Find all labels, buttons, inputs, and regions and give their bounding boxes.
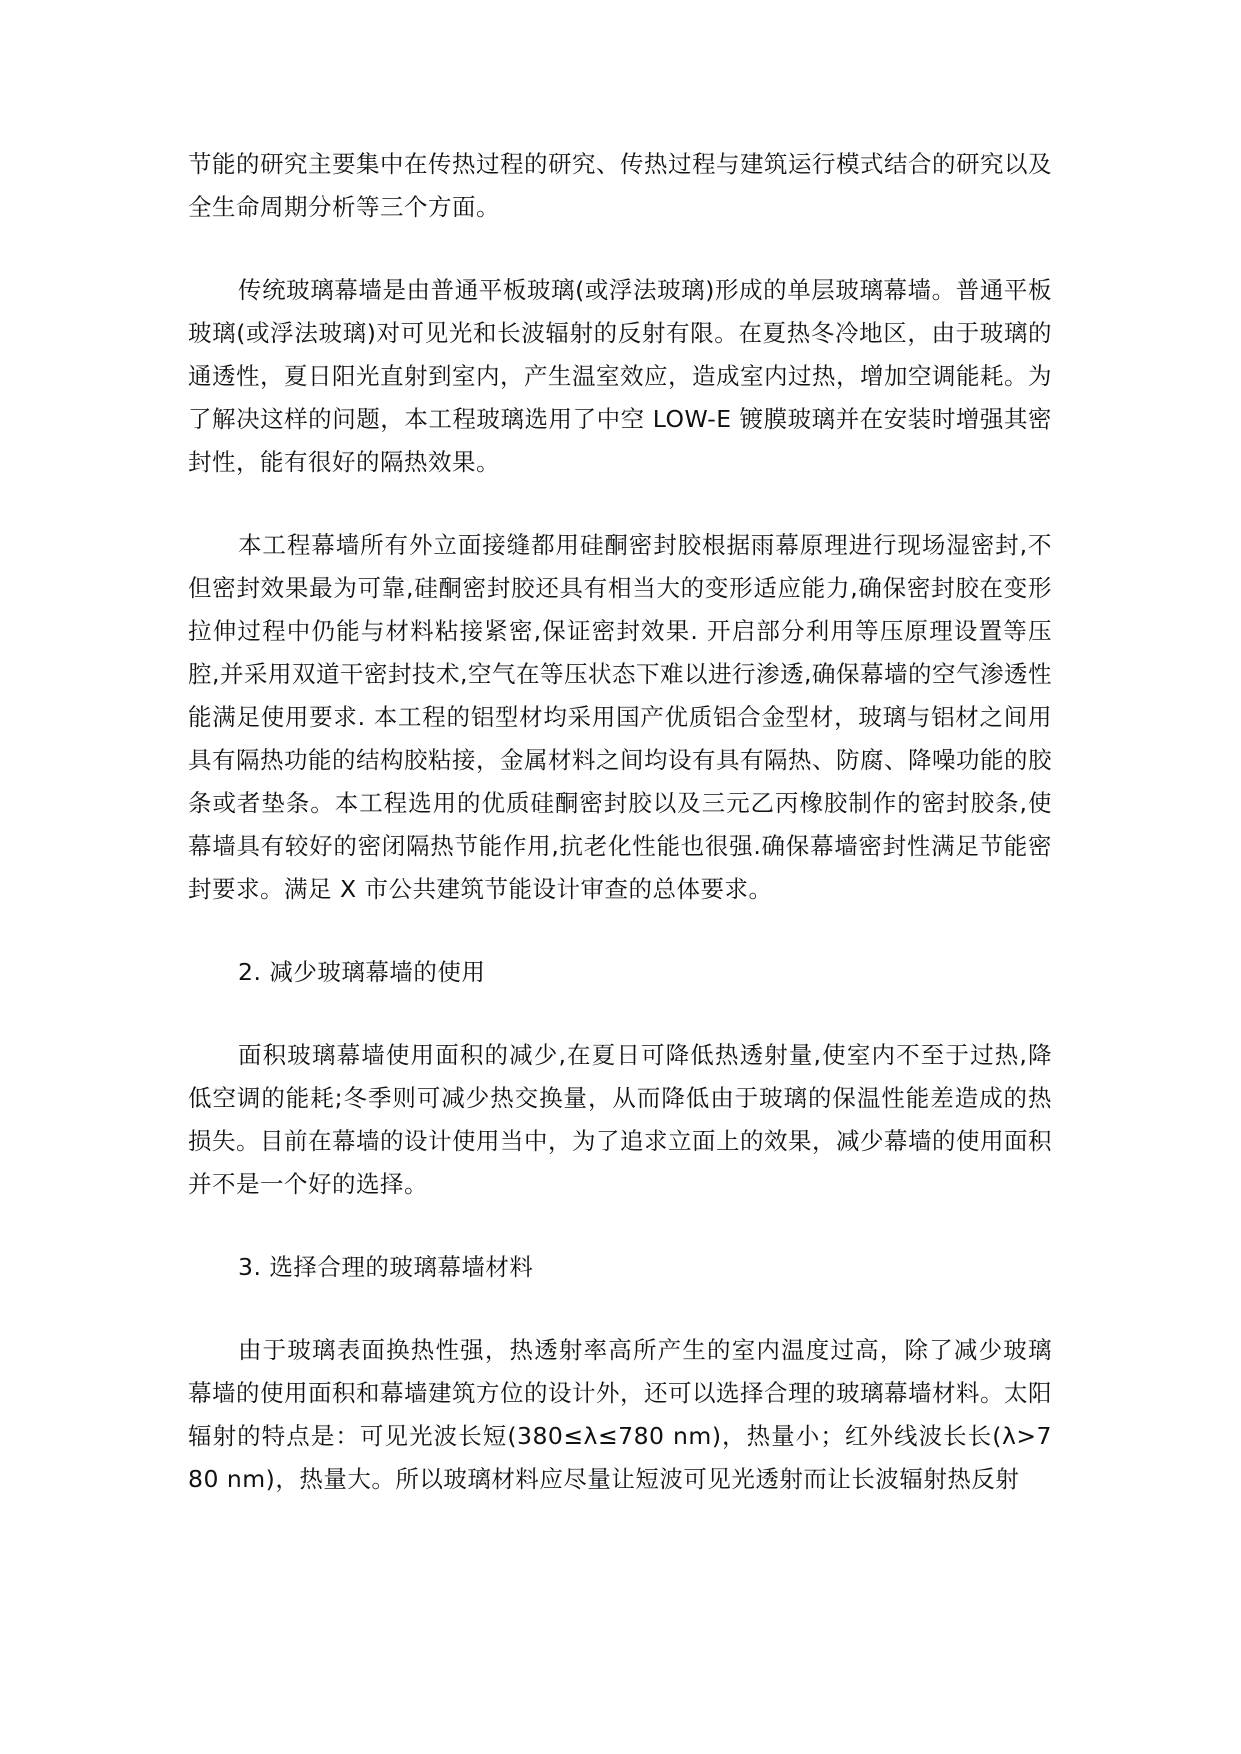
paragraph-sealing-measures: 本工程幕墙所有外立面接缝都用硅酮密封胶根据雨幕原理进行现场湿密封,不但密封效果最为可靠,硅酮密封胶还具有相当大的变形适应能力,确保密封胶在变形拉伸过程中仍能与材料粘接紧密,保证密封效果. 开启部分利用等压原理设置等压腔,并采用双道干密封技术,空气在等压状态下难以进行渗透,确保幕墙的空气渗透性能满足使用要求. 本工程的铝型材均采用国产优质铝合金型材，玻璃与铝材之间用具有隔热功能的结构胶粘接，金属材料之间均设有具有隔热、防腐、降噪功能的胶条或者垫条。本工程选用的优质硅酮密封胶以及三元乙丙橡胶制作的密封胶条,使幕墙具有较好的密闭隔热节能作用,抗老化性能也很强.确保幕墙密封性满足节能密封要求。满足 X 市公共建筑节能设计审查的总体要求。	[188, 531, 1052, 903]
section-heading-2: 2. 减少玻璃幕墙的使用	[238, 958, 486, 986]
section-heading-3: 3. 选择合理的玻璃幕墙材料	[238, 1253, 534, 1281]
paragraph-reduce-area: 面积玻璃幕墙使用面积的减少,在夏日可降低热透射量,使室内不至于过热,降低空调的能耗;冬季则可减少热交换量，从而降低由于玻璃的保温性能差造成的热损失。目前在幕墙的设计使用当中，为了追求立面上的效果，减少幕墙的使用面积并不是一个好的选择。	[188, 1041, 1052, 1198]
paragraph-material-selection: 由于玻璃表面换热性强，热透射率高所产生的室内温度过高，除了减少玻璃幕墙的使用面积和幕墙建筑方位的设计外，还可以选择合理的玻璃幕墙材料。太阳辐射的特点是：可见光波长短(380≤λ≤780 nm)，热量小；红外线波长长(λ>780 nm)，热量大。所以玻璃材料应尽量让短波可见光透射而让长波辐射热反射	[188, 1336, 1052, 1493]
paragraph-continuation: 节能的研究主要集中在传热过程的研究、传热过程与建筑运行模式结合的研究以及全生命周期分析等三个方面。	[188, 150, 1052, 221]
document-body	[188, 143, 1052, 1501]
paragraph-traditional-glass-curtain-wall: 传统玻璃幕墙是由普通平板玻璃(或浮法玻璃)形成的单层玻璃幕墙。普通平板玻璃(或浮法玻璃)对可见光和长波辐射的反射有限。在夏热冬冷地区，由于玻璃的通透性，夏日阳光直射到室内，产生温室效应，造成室内过热，增加空调能耗。为了解决这样的问题，本工程玻璃选用了中空 LOW-E 镀膜玻璃并在安装时增强其密封性，能有很好的隔热效果。	[188, 276, 1052, 476]
